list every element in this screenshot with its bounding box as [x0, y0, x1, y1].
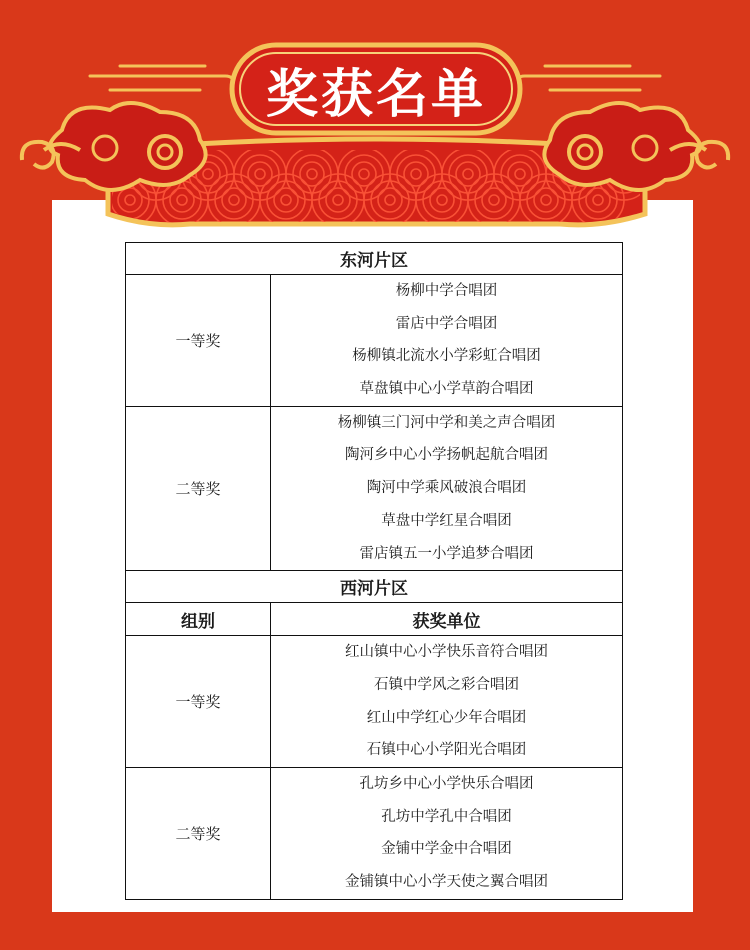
region-title: 西河片区	[126, 571, 623, 603]
awards-table	[125, 242, 623, 900]
unit-column-header: 获奖单位	[271, 603, 623, 636]
winner-unit: 金铺镇中心小学天使之翼合唱团	[345, 874, 548, 890]
winner-unit: 雷店中学合唱团	[395, 315, 498, 332]
winner-list	[271, 636, 623, 768]
grade-row	[126, 275, 623, 407]
winner-list	[271, 275, 623, 407]
winner-unit: 金铺中学金中合唱团	[381, 841, 512, 858]
winner-unit: 孔坊乡中心小学快乐合唱团	[359, 775, 534, 792]
winner-unit: 杨柳镇三门河中学和美之声合唱团	[337, 414, 556, 431]
title-pill	[232, 45, 520, 133]
award-grade: 二等奖	[126, 767, 271, 899]
page-title: 奖获名单	[265, 64, 486, 125]
winner-unit: 红山镇中心小学快乐音符合唱团	[345, 644, 548, 661]
region-row	[126, 571, 623, 603]
winner-unit: 杨柳镇北流水小学彩虹合唱团	[352, 348, 541, 365]
winner-list	[271, 406, 623, 570]
winner-unit: 孔坊中学孔中合唱团	[381, 808, 512, 825]
winner-unit: 石镇中心小学阳光合唱团	[366, 742, 527, 759]
winner-unit: 石镇中学风之彩合唱团	[374, 676, 519, 693]
winner-unit: 陶河中学乘风破浪合唱团	[366, 480, 527, 497]
grade-row	[126, 767, 623, 899]
region-row	[126, 243, 623, 275]
group-column-header: 组别	[126, 603, 271, 636]
winner-unit: 草盘镇中心小学草韵合唱团	[359, 381, 534, 398]
winner-unit: 红山中学红心少年合唱团	[366, 709, 527, 726]
winner-unit: 杨柳中学合唱团	[395, 283, 498, 299]
winner-unit: 陶河乡中心小学扬帆起航合唱团	[345, 447, 548, 464]
left-cloud-ornament	[22, 103, 206, 190]
right-cloud-ornament	[544, 103, 728, 190]
grade-row	[126, 406, 623, 570]
table-header-row	[126, 603, 623, 636]
winner-unit: 草盘中学红星合唱团	[381, 512, 512, 529]
award-grade: 一等奖	[126, 275, 271, 407]
award-grade: 一等奖	[126, 636, 271, 768]
grade-row	[126, 636, 623, 768]
award-grade: 二等奖	[126, 406, 271, 570]
region-title: 东河片区	[126, 243, 623, 275]
winner-unit: 雷店镇五一小学追梦合唱团	[359, 545, 534, 562]
winner-list	[271, 767, 623, 899]
awards-table-body	[126, 243, 623, 900]
